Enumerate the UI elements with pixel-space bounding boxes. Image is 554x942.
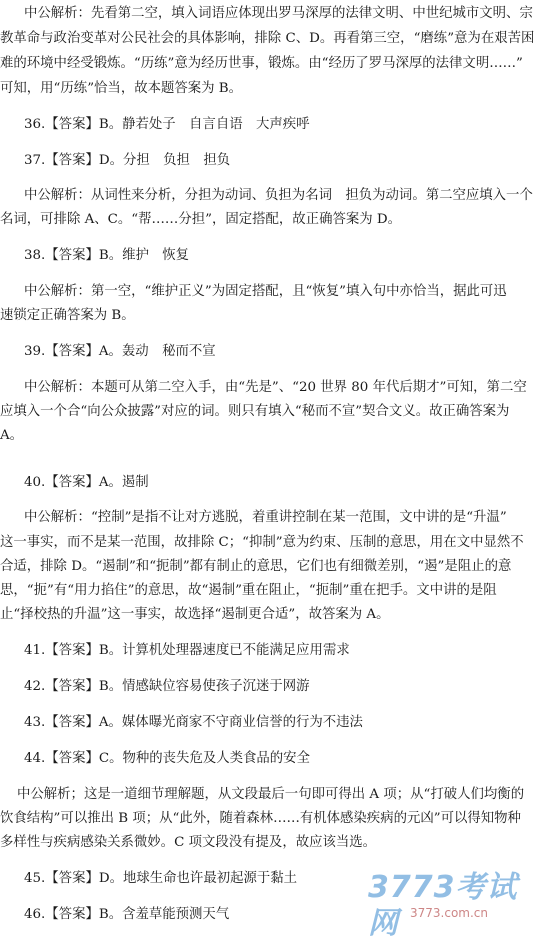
answer-line: 37.【答案】D。分担 负担 担负 [24,153,231,168]
text-line: 名词，可排除 A、C。“帮……分担”，固定搭配，故正确答案为 D。 [0,212,402,227]
text-line: 多样性与疾病感染关系微妙。C 项文段没有提及，故应该当选。 [0,835,377,850]
answer-line: 43.【答案】A。媒体曝光商家不守商业信誉的行为不违法 [24,715,363,730]
text-line: 思，“扼”有“用力掐住”的意思，故“遏制”重在阻止，“扼制”重在把手。文中讲的是阻 [0,583,497,598]
text-line: 中公解析：第一空，“维护正义”为固定搭配，且“恢复”填入句中亦恰当，据此可迅 [24,284,507,299]
answer-line: 36.【答案】B。静若处子 自言自语 大声疾呼 [24,117,310,132]
text-line: 合适，排除 D。“遏制”和“扼制”都有制止的意思，它们也有细微差别，“遏”是阻止的意 [0,559,512,574]
answer-line: 41.【答案】B。计算机处理器速度已不能满足应用需求 [24,643,350,658]
text-line: 饮食结构”可以推出 B 项；从“此外，随着森林……有机体感染疾病的元凶”可以得知物种 [0,811,521,826]
text-line: 中公解析：“控制”是指不让对方逃脱，着重讲控制在某一范围，文中讲的是“升温” [24,510,507,525]
answer-line: 40.【答案】A。遏制 [24,475,149,490]
text-line: 中公解析：先看第二空，填入词语应体现出罗马深厚的法律文明、中世纪城市文明、宗 [24,6,533,21]
answer-line: 45.【答案】D。地球生命也许最初起源于黏土 [24,871,298,886]
site-watermark [368,870,548,941]
text-line: A。 [0,428,24,443]
text-line: 中公解析：从词性来分析，分担为动词、负担为名词 担负为动词。第二空应填入一个 [24,188,533,203]
text-line: 止“择校热的升温”这一事实，故选择“遏制更合适”，故答案为 A。 [0,607,390,622]
watermark-url: 3773.com.cn [410,906,488,920]
answer-line: 38.【答案】B。维护 恢复 [24,248,190,263]
answer-line: 42.【答案】B。情感缺位容易使孩子沉迷于网游 [24,679,310,694]
watermark-logo: 3773考试网 [368,870,518,941]
text-line: 速锁定正确答案为 B。 [0,308,135,323]
text-line: 难的环境中经受锻炼。“历练”意为经历世事，锻炼。由“经历了罗马深厚的法律文明……” [0,56,523,71]
answer-line: 44.【答案】C。物种的丧失危及人类食品的安全 [24,751,310,766]
text-line: 教革命与政治变革对公民社会的具体影响，排除 C、D。再看第三空，“磨练”意为在艰苦困 [0,31,535,46]
answer-line: 46.【答案】B。含羞草能预测天气 [24,907,230,922]
text-line: 中公解析：本题可从第二空入手，由“先是”、“20 世界 80 年代后期才”可知，第二空 [24,380,527,395]
text-line: 可知，用“历练”恰当，故本题答案为 B。 [0,81,243,96]
text-line: 这一事实，而不是某一范围，故排除 C；“抑制”意为约束、压制的意思，用在文中显然不 [0,535,524,550]
text-line: 应填入一个合“向公众披露”对应的词。则只有填入“秘而不宣”契合文义。故正确答案为 [0,404,510,419]
answer-line: 39.【答案】A。轰动 秘而不宣 [24,344,216,359]
text-line: 中公解析；这是一道细节理解题，从文段最后一句即可得出 A 项；从“打破人们均衡的 [17,787,525,802]
